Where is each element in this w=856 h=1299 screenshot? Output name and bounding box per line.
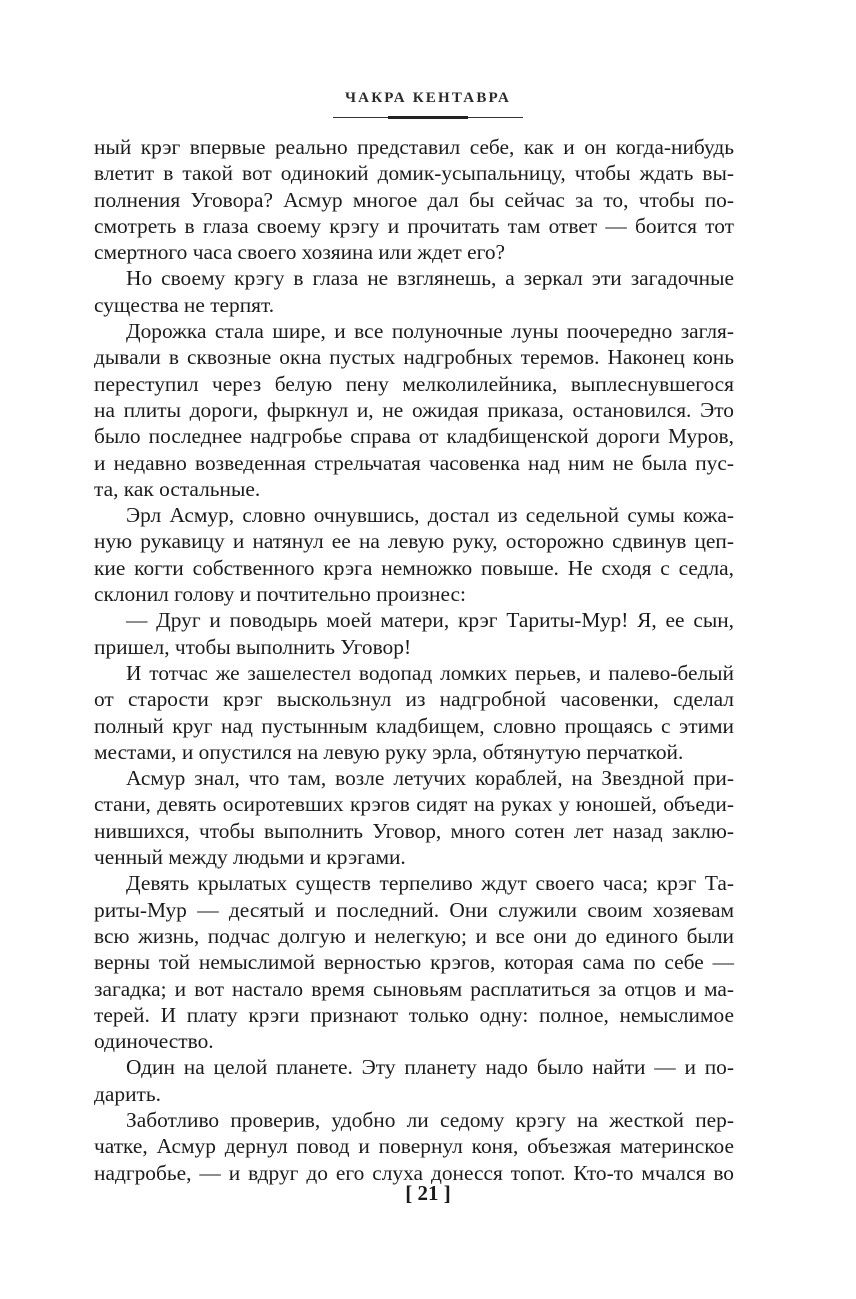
text-line: влетит в такой вот одинокий домик-усыпальницу, чтобы ждать вы- [94,161,734,186]
text-line: Но своему крэгу в глаза не взглянешь, а зеркал эти загадочные [126,266,734,291]
text-line: полный круг над пустынным кладбищем, словно прощаясь с этими [94,713,734,738]
text-line: та, как остальные. [94,476,261,501]
text-line: дарить. [94,1081,161,1106]
body-text [94,134,734,1186]
text-line: полнения Уговора? Асмур многое дал бы сейчас за то, чтобы по- [94,187,734,212]
page-number: [ 21 ] [405,1181,451,1205]
text-line: ный крэг впервые реально представил себе, как и он когда-нибудь [94,135,734,159]
text-line: одиночество. [94,1029,214,1054]
text-line: верны той немыслимой верностью крэгов, которая сама по себе — [94,950,734,975]
text-line: нившихся, чтобы выполнить Уговор, много сотен лет назад заклю- [94,818,734,843]
text-line: на плиты дороги, фыркнул и, не ожидая приказа, остановился. Это [94,397,734,422]
text-line: пришел, чтобы выполнить Уговор! [94,634,412,659]
text-line: загадка; и вот настало время сыновьям расплатиться за отцов и ма- [94,976,734,1001]
text-line: смертного часа своего хозяина или ждет его? [94,240,506,265]
text-line: стани, девять осиротевших крэгов сидят на руках у юношей, объеди- [94,792,734,817]
text-line: переступил через белую пену мелколилейника, выплеснувшегося [94,371,734,396]
text-line: смотреть в глаза своему крэгу и прочитать там ответ — боится тот [94,213,734,238]
text-line: Один на целой планете. Эту планету надо было найти — и по- [126,1055,734,1080]
text-line: надгробье, — и вдруг до его слуха донесся топот. Кто-то мчался во [94,1160,734,1185]
text-line: Заботливо проверив, удобно ли седому крэгу на жесткой пер- [126,1107,734,1132]
text-line: терей. И плату крэги признают только одну: полное, немыслимое [94,1002,734,1027]
text-line: чатке, Асмур дернул повод и повернул коня, объезжая материнское [94,1134,734,1159]
text-line: ную рукавицу и натянул ее на левую руку, осторожно сдвинув цеп- [94,529,734,554]
text-line: существа не терпят. [94,292,275,317]
text-line: кие когти собственного крэга немножко повыше. Не сходя с седла, [94,555,734,580]
text-line: Девять крылатых существ терпеливо ждут своего часа; крэг Та- [126,871,734,896]
header-rule [333,116,523,119]
text-line: Дорожка стала шире, и все полуночные луны поочередно загля- [126,319,734,344]
text-line: от старости крэг выскользнул из надгробной часовенки, сделал [94,687,734,712]
text-line: ченный между людьми и крэгами. [94,845,406,870]
text-line: — Друг и поводырь моей матери, крэг Тариты-Мур! Я, ее сын, [126,608,734,633]
text-line: было последнее надгробье справа от кладбищенской дороги Муров, [94,424,734,449]
text-line: Асмур знал, что там, возле летучих кораблей, на Звездной при- [126,766,734,791]
text-line: склонил голову и почтительно произнес: [94,582,466,607]
text-line: И тотчас же зашелестел водопад ломких перьев, и палево-белый [126,660,734,685]
header-rule-thick [388,116,468,119]
running-head: ЧАКРА КЕНТАВРА [344,90,512,106]
text-line: дывали в сквозные окна пустых надгробных теремов. Наконец конь [94,345,734,370]
text-line: всю жизнь, подчас долгую и нелегкую; и все они до единого были [94,923,734,948]
text-line: риты-Мур — десятый и последний. Они служили своим хозяевам [94,897,734,922]
text-line: местами, и опустился на левую руку эрла, обтянутую перчаткой. [94,739,684,764]
text-line: Эрл Асмур, словно очнувшись, достал из седельной сумы кожа- [126,503,734,528]
text-line: и недавно возведенная стрельчатая часовенка над ним не была пус- [94,450,734,475]
